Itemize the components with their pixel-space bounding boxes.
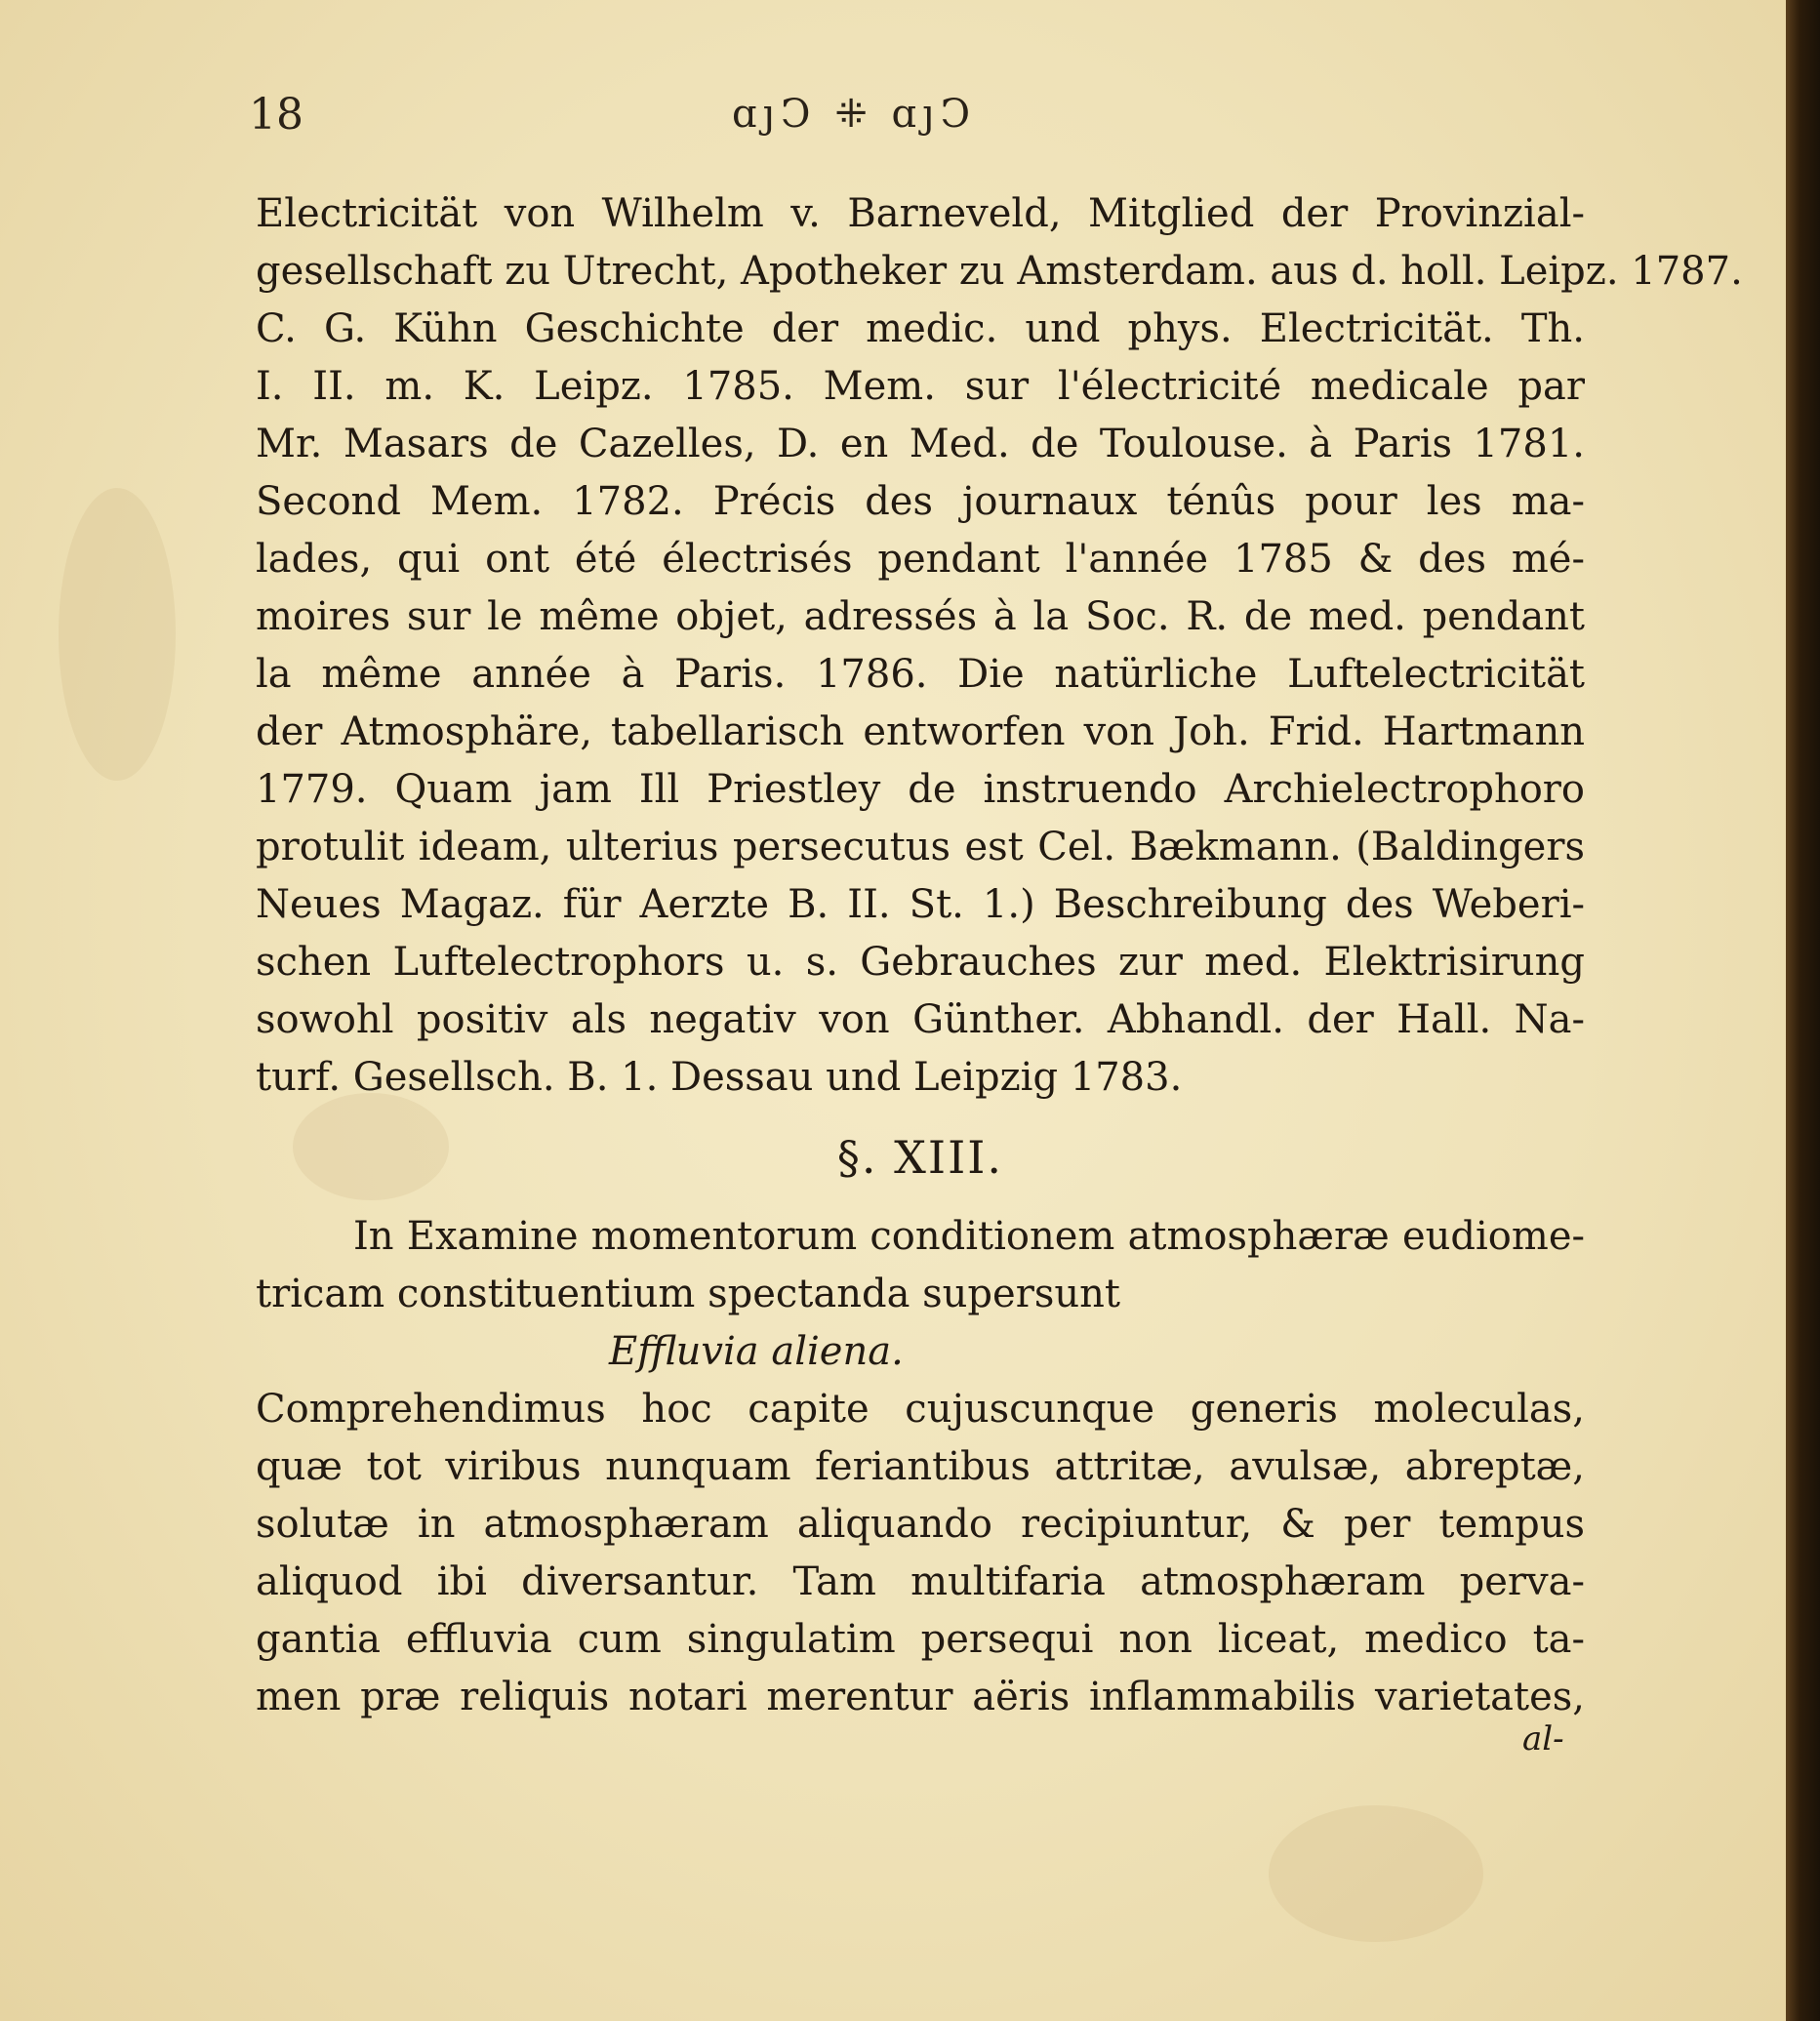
text-line: aliquod ibi diversantur. Tam multifaria atmosphæram perva- — [256, 1559, 1585, 1604]
text-line: In Examine momentorum conditionem atmosphæræ eudiome- — [353, 1214, 1585, 1259]
text-line: lades, qui ont été électrisés pendant l'année 1785 & des mé- — [256, 537, 1585, 582]
text-line: schen Luftelectrophors u. s. Gebrauches zur med. Elektrisirung — [256, 940, 1585, 985]
text-line: 1779. Quam jam Ill Priestley de instruendo Archielectrophoro — [256, 767, 1585, 812]
text-line: I. II. m. K. Leipz. 1785. Mem. sur l'électricité medicale par — [256, 364, 1585, 409]
text-line: Second Mem. 1782. Précis des journaux ténûs pour les ma- — [256, 479, 1585, 524]
paper-stain — [1269, 1805, 1483, 1942]
text-line: Electricität von Wilhelm v. Barneveld, Mitglied der Provinzial- — [256, 191, 1585, 236]
text-line: moires sur le même objet, adressés à la Soc. R. de med. pendant — [256, 594, 1585, 639]
paper-stain — [59, 488, 176, 781]
text-line: gesellschaft zu Utrecht, Apotheker zu Amsterdam. aus d. holl. Leipz. 1787. — [256, 249, 1743, 294]
text-line: solutæ in atmosphæram aliquando recipiuntur, & per tempus — [256, 1502, 1585, 1547]
text-line: Neues Magaz. für Aerzte B. II. St. 1.) Beschreibung des Weberi- — [256, 882, 1585, 927]
text-line: Mr. Masars de Cazelles, D. en Med. de Toulouse. à Paris 1781. — [256, 422, 1585, 466]
section-heading: §. XIII. — [836, 1131, 1004, 1184]
page-body — [256, 185, 1743, 1726]
text-line: turf. Gesellsch. B. 1. Dessau und Leipzig 1783. — [256, 1055, 1183, 1100]
text-line: Comprehendimus hoc capite cujuscunque generis moleculas, — [256, 1387, 1585, 1432]
catchword: al- — [1522, 1719, 1564, 1758]
page-number: 18 — [249, 90, 303, 140]
header-ornament: ɑȷϽ ⁜ ɑȷϽ — [732, 92, 977, 137]
text-line: protulit ideam, ulterius persecutus est Cel. Bækmann. (Baldingers — [256, 825, 1585, 869]
text-line: men præ reliquis notari merentur aëris inflammabilis varietates, — [256, 1675, 1585, 1719]
text-line: gantia effluvia cum singulatim persequi non liceat, medico ta- — [256, 1617, 1585, 1662]
text-line: la même année à Paris. 1786. Die natürliche Luftelectricität — [256, 652, 1585, 697]
text-line: der Atmosphäre, tabellarisch entworfen von Joh. Frid. Hartmann — [256, 709, 1585, 754]
text-line: C. G. Kühn Geschichte der medic. und phys. Electricität. Th. — [256, 306, 1585, 351]
text-line: quæ tot viribus nunquam feriantibus attritæ, avulsæ, abreptæ, — [256, 1444, 1585, 1489]
page-edge-shadow — [1786, 0, 1820, 2021]
subheading: Effluvia aliena. — [609, 1329, 904, 1374]
text-line: tricam constituentium spectanda supersunt — [256, 1272, 1120, 1316]
text-line: sowohl positiv als negativ von Günther. Abhandl. der Hall. Na- — [256, 997, 1585, 1042]
page-header — [249, 90, 1596, 148]
